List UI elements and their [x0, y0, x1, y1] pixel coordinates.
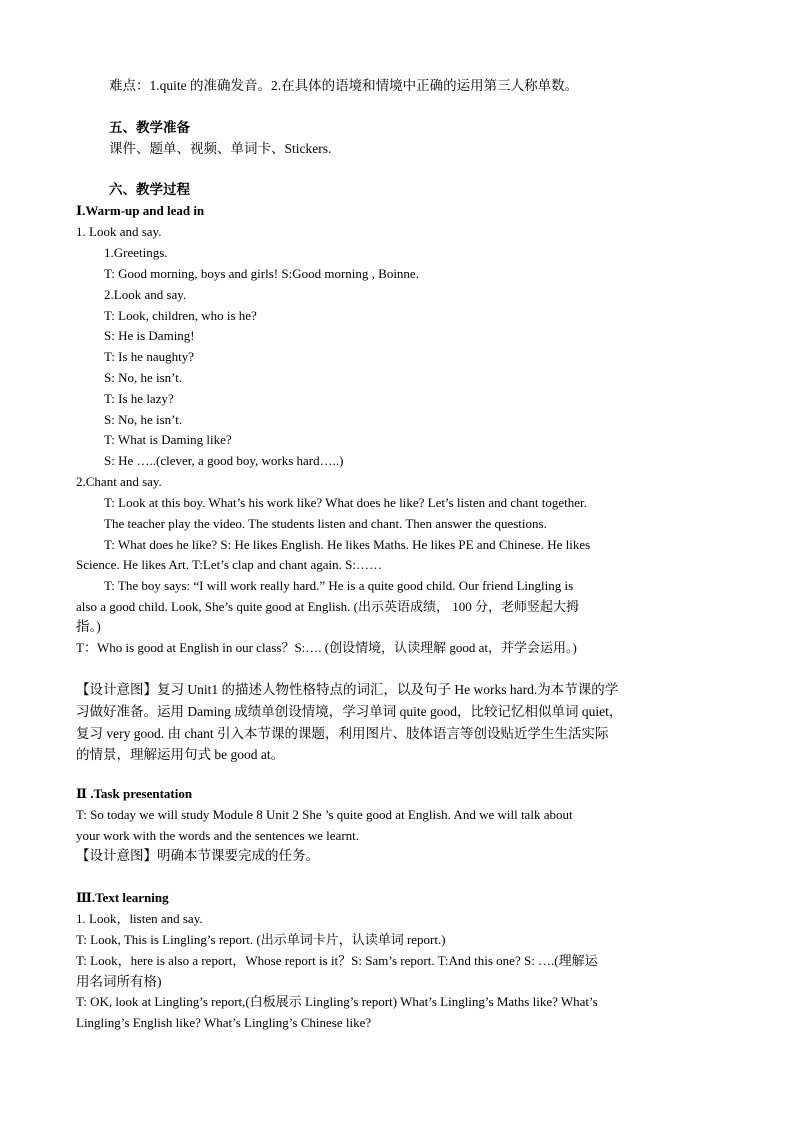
- text-line: T: Look, children, who is he?: [104, 308, 257, 323]
- design-intent-line: 【设计意图】明确本节课要完成的任务。: [76, 848, 319, 863]
- stage-heading-text-learning: Ⅲ.Text learning: [76, 890, 169, 905]
- text-line: 1. Look，listen and say.: [76, 911, 203, 926]
- text-line: T: Is he lazy?: [104, 391, 174, 406]
- text-line: T: So today we will study Module 8 Unit 2 She ’s quite good at English. And we will talk about: [76, 807, 573, 822]
- text-line: T: What is Daming like?: [104, 432, 232, 447]
- text-line: S: He is Daming!: [104, 328, 195, 343]
- stage-heading-warmup: Ⅰ.Warm-up and lead in: [76, 203, 205, 218]
- preparation-items: 课件、题单、视频、单词卡、Stickers.: [109, 141, 332, 156]
- text-line: 2.Look and say.: [104, 287, 187, 302]
- text-line: also a good child. Look, She’s quite good at English. (出示英语成绩， 100 分，老师竖起大拇: [76, 599, 579, 614]
- stage-heading-task: Ⅱ .Task presentation: [76, 786, 193, 801]
- text-line: T: The boy says: “I will work really hard.” He is a quite good child. Our friend Lingling is: [104, 578, 574, 593]
- text-line: T：Who is good at English in our class？S:…. (创设情境，认读理解 good at，并学会运用。): [76, 640, 577, 655]
- text-line: T: Good morning, boys and girls! S:Good morning , Boinne.: [104, 266, 419, 281]
- design-intent-line: 习做好准备。运用 Daming 成绩单创设情境，学习单词 quite good，比较记忆相似单词 quiet，: [76, 704, 623, 719]
- text-line: 1.Greetings.: [104, 245, 168, 260]
- text-line: 1. Look and say.: [76, 224, 162, 239]
- text-line: 用名词所有格): [76, 974, 162, 989]
- text-line: T: Look at this boy. What’s his work like? What does he like? Let’s listen and chant together.: [104, 495, 587, 510]
- text-line: 指。): [76, 619, 101, 634]
- text-line: S: No, he isn’t.: [104, 370, 183, 385]
- text-line: S: No, he isn’t.: [104, 412, 183, 427]
- text-line: S: He …..(clever, a good boy, works hard…..): [104, 453, 344, 468]
- section-heading-preparation: 五、教学准备: [109, 120, 190, 135]
- text-line: T: OK, look at Lingling’s report,(白板展示 Lingling’s report) What’s Lingling’s Maths like? What’s: [76, 994, 598, 1009]
- text-line: T: Look，here is also a report，Whose report is it？S: Sam’s report. T:And this one? S: ….(理解运: [76, 953, 598, 968]
- text-line: Science. He likes Art. T:Let’s clap and chant again. S:……: [76, 557, 382, 572]
- text-line: your work with the words and the sentences we learnt.: [76, 828, 360, 843]
- text-line: Lingling’s English like? What’s Lingling’s Chinese like?: [76, 1015, 372, 1030]
- design-intent-line: 【设计意图】复习 Unit1 的描述人物性格特点的词汇，以及句子 He works hard.为本节课的学: [76, 682, 619, 697]
- text-line: 2.Chant and say.: [76, 474, 162, 489]
- text-line: T: Look, This is Lingling’s report. (出示单词卡片，认读单词 report.): [76, 932, 446, 947]
- text-line: T: Is he naughty?: [104, 349, 194, 364]
- text-line: The teacher play the video. The students listen and chant. Then answer the questions.: [104, 516, 547, 531]
- difficulty-line: 难点：1.quite 的准确发音。2.在具体的语境和情境中正确的运用第三人称单数。: [109, 78, 579, 93]
- design-intent-line: 复习 very good. 由 chant 引入本节课的课题，利用图片、肢体语言等创设贴近学生生活实际: [76, 726, 609, 741]
- design-intent-line: 的情景，理解运用句式 be good at。: [76, 747, 285, 762]
- text-line: T: What does he like? S: He likes English. He likes Maths. He likes PE and Chinese. He likes: [104, 537, 591, 552]
- section-heading-process: 六、教学过程: [109, 182, 190, 197]
